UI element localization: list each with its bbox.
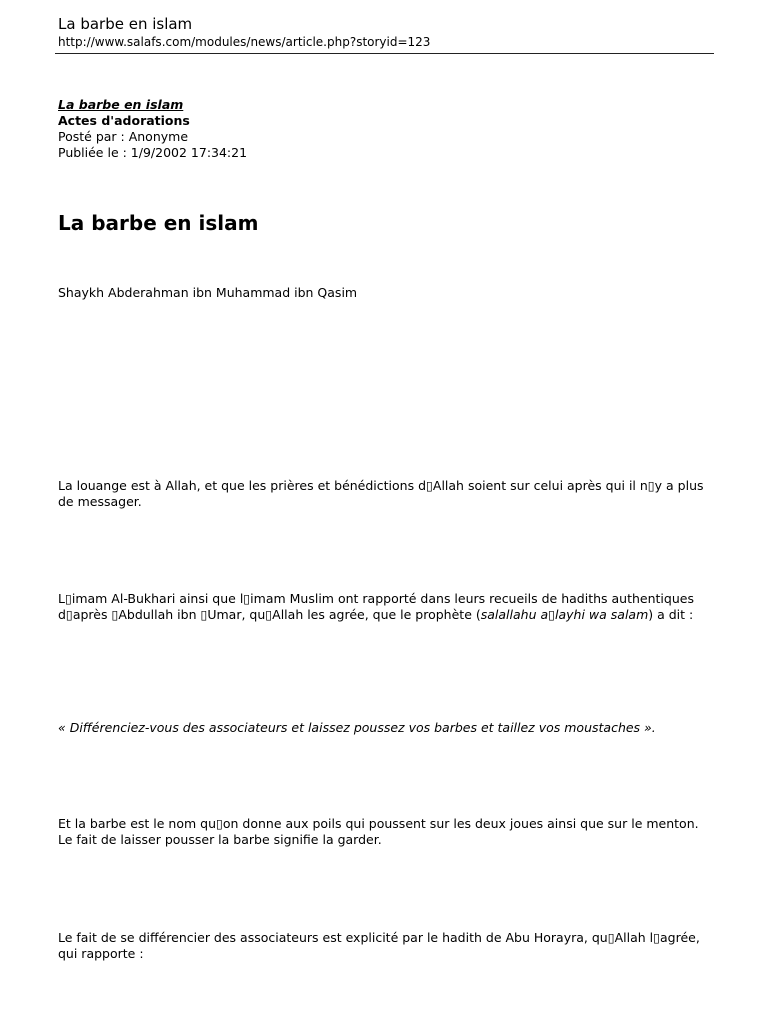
paragraph-definition: Et la barbe est le nom qu▯on donne aux poils qui poussent sur les deux joues ainsi que sur le menton. Le fait de laisser pousser la barbe signifie la garder. — [58, 816, 699, 847]
meta-category: Actes d'adorations — [58, 113, 190, 128]
paragraph-intro: La louange est à Allah, et que les prières et bénédictions d▯Allah soient sur celui après qui il n▯y a plus de messager. — [58, 478, 704, 509]
meta-posted-by: Posté par : Anonyme — [58, 129, 189, 144]
salutation-italic: salallahu a▯layhi wa salam — [480, 607, 649, 622]
paragraph-hadith-end: ) a dit : — [648, 607, 694, 622]
article-title: La barbe en islam — [58, 211, 259, 235]
header-divider — [55, 53, 714, 54]
hadith-quote: « Différenciez-vous des associateurs et laissez poussez vos barbes et taillez vos moustaches ». — [58, 720, 656, 735]
page-header — [58, 14, 714, 50]
article-author: Shaykh Abderahman ibn Muhammad ibn Qasim — [58, 285, 358, 300]
article-meta — [58, 97, 247, 161]
meta-published-date: Publiée le : 1/9/2002 17:34:21 — [58, 145, 248, 160]
document-title: La barbe en islam — [58, 15, 193, 33]
paragraph-hadith-source — [58, 591, 710, 623]
meta-title: La barbe en islam — [58, 97, 184, 112]
document-url[interactable]: http://www.salafs.com/modules/news/article.php?storyid=123 — [58, 35, 431, 49]
paragraph-hadith-text: L▯imam Al-Bukhari ainsi que l▯imam Muslim ont rapporté dans leurs recueils de hadiths authentiques d▯après ▯Abdullah ibn ▯Umar, qu▯Allah les agrée, que le prophète ( — [58, 591, 694, 622]
paragraph-abu-horayra: Le fait de se différencier des associateurs est explicité par le hadith de Abu Horayra, qu▯Allah l▯agrée, qui rapporte : — [58, 930, 700, 961]
